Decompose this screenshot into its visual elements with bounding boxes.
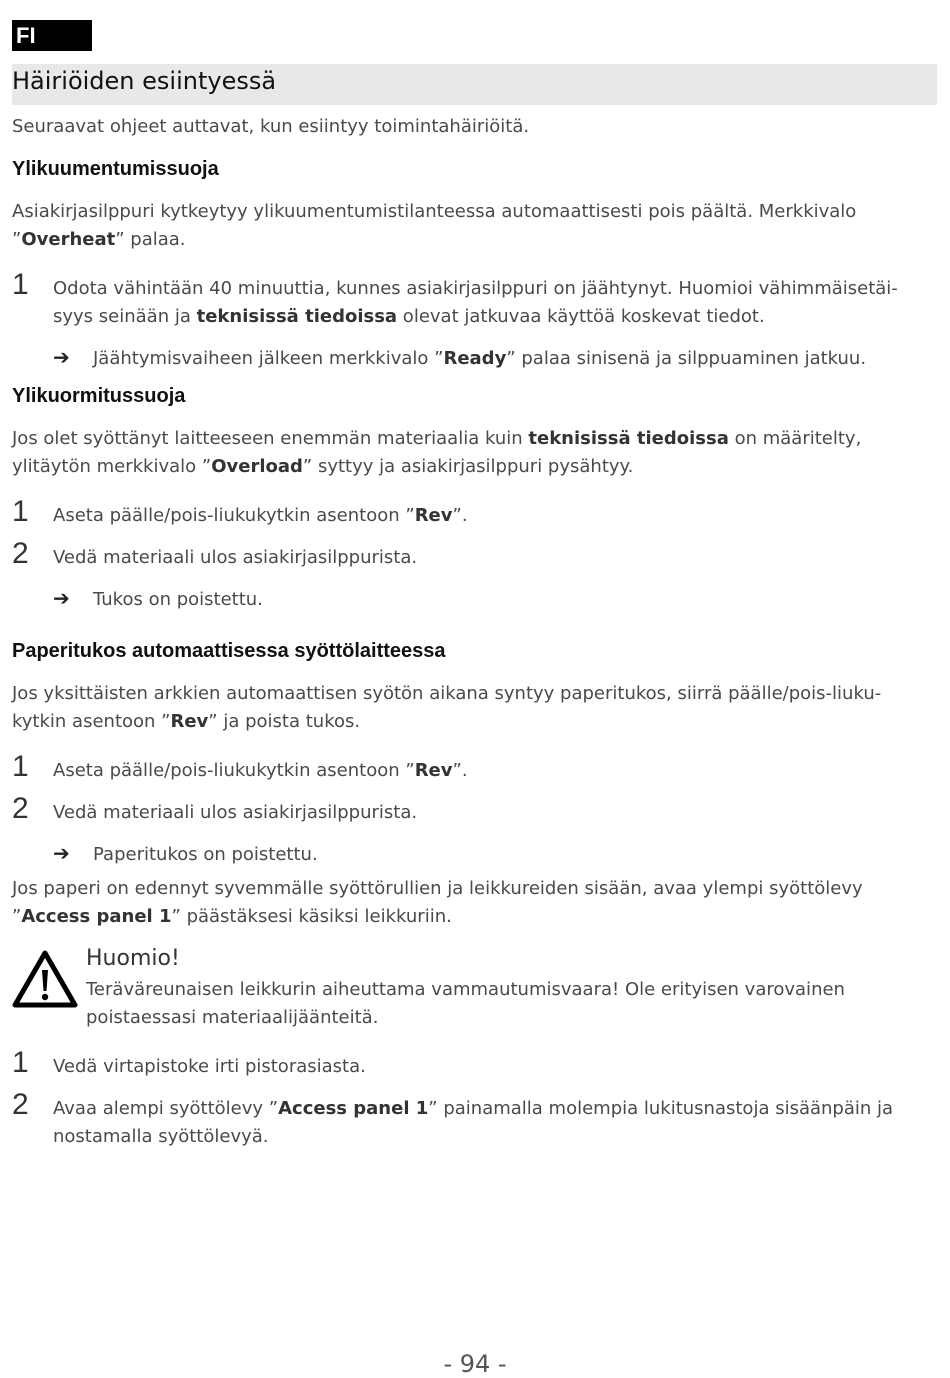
open-panel-step-line2: nostamalla syöttölevyä. [53,1126,269,1147]
overload-step1: Aseta päälle/pois-liukukytkin asentoon ”Rev”. [53,505,468,526]
paperjam-paragraph2-line1: Jos paperi on edennyt syvemmälle syöttörullien ja leikkureiden sisään, avaa ylempi syöttölevy [12,878,863,899]
paperjam-step2: Vedä materiaali ulos asiakirjasilppurista. [53,802,418,823]
section-heading-overload: Ylikuormitussuoja [12,385,186,407]
step-number: 2 [12,537,29,570]
paperjam-result: Paperitukos on poistettu. [93,844,318,865]
paperjam-paragraph2-line2: ”Access panel 1” päästäksesi käsiksi leikkuriin. [12,906,452,927]
step-number: 1 [12,1046,29,1079]
arrow-icon: ➔ [53,345,70,369]
step-number: 1 [12,750,29,783]
overload-step2: Vedä materiaali ulos asiakirjasilppurista. [53,547,418,568]
overheat-paragraph-line1: Asiakirjasilppuri kytkeytyy ylikuumentumistilanteessa automaattisesti pois päältä. Merkkivalo [12,201,857,222]
step-number: 1 [12,268,29,301]
step-number: 2 [12,1088,29,1121]
overheat-step1-line2: syys seinään ja teknisissä tiedoissa olevat jatkuvaa käyttöä koskevat tiedot. [53,306,765,327]
section-heading-paper-jam: Paperitukos automaattisessa syöttölaitteessa [12,640,446,662]
overheat-paragraph-line2: ”Overheat” palaa. [12,229,186,250]
step-number: 1 [12,495,29,528]
intro-text: Seuraavat ohjeet auttavat, kun esiintyy toimintahäiriöitä. [12,116,530,137]
overload-paragraph-line2: ylitäytön merkkivalo ”Overload” syttyy ja asiakirjasilppuri pysähtyy. [12,456,634,477]
overload-result: Tukos on poistettu. [93,589,263,610]
open-panel-step-line1: Avaa alempi syöttölevy ”Access panel 1” painamalla molempia lukitusnastoja sisäänpäin ja [53,1098,894,1119]
arrow-icon: ➔ [53,586,70,610]
overheat-result: Jäähtymisvaiheen jälkeen merkkivalo ”Ready” palaa sinisenä ja silppuaminen jatkuu. [93,348,867,369]
paperjam-paragraph-line1: Jos yksittäisten arkkien automaattisen syötön aikana syntyy paperitukos, siirrä päälle/pois-liuku- [12,683,882,704]
warning-text-line2: poistaessasi materiaalijäänteitä. [86,1007,379,1028]
warning-triangle-icon [12,950,78,1010]
paperjam-paragraph-line2: kytkin asentoon ”Rev” ja poista tukos. [12,711,361,732]
language-tag: FI [12,20,92,51]
warning-text-line1: Teräväreunaisen leikkurin aiheuttama vammautumisvaara! Ole erityisen varovainen [86,979,845,1000]
warning-title: Huomio! [86,946,180,971]
overheat-step1-line1: Odota vähintään 40 minuuttia, kunnes asiakirjasilppuri on jäähtynyt. Huomioi vähimmäisetäi- [53,278,898,299]
unplug-step: Vedä virtapistoke irti pistorasiasta. [53,1056,366,1077]
page-title: Häiriöiden esiintyessä [12,67,277,95]
section-heading-overheat: Ylikuumentumissuoja [12,158,219,180]
arrow-icon: ➔ [53,841,70,865]
paperjam-step1: Aseta päälle/pois-liukukytkin asentoon ”Rev”. [53,760,468,781]
page-number: - 94 - [443,1350,507,1378]
overload-paragraph-line1: Jos olet syöttänyt laitteeseen enemmän materiaalia kuin teknisissä tiedoissa on määritelty, [12,428,862,449]
step-number: 2 [12,792,29,825]
